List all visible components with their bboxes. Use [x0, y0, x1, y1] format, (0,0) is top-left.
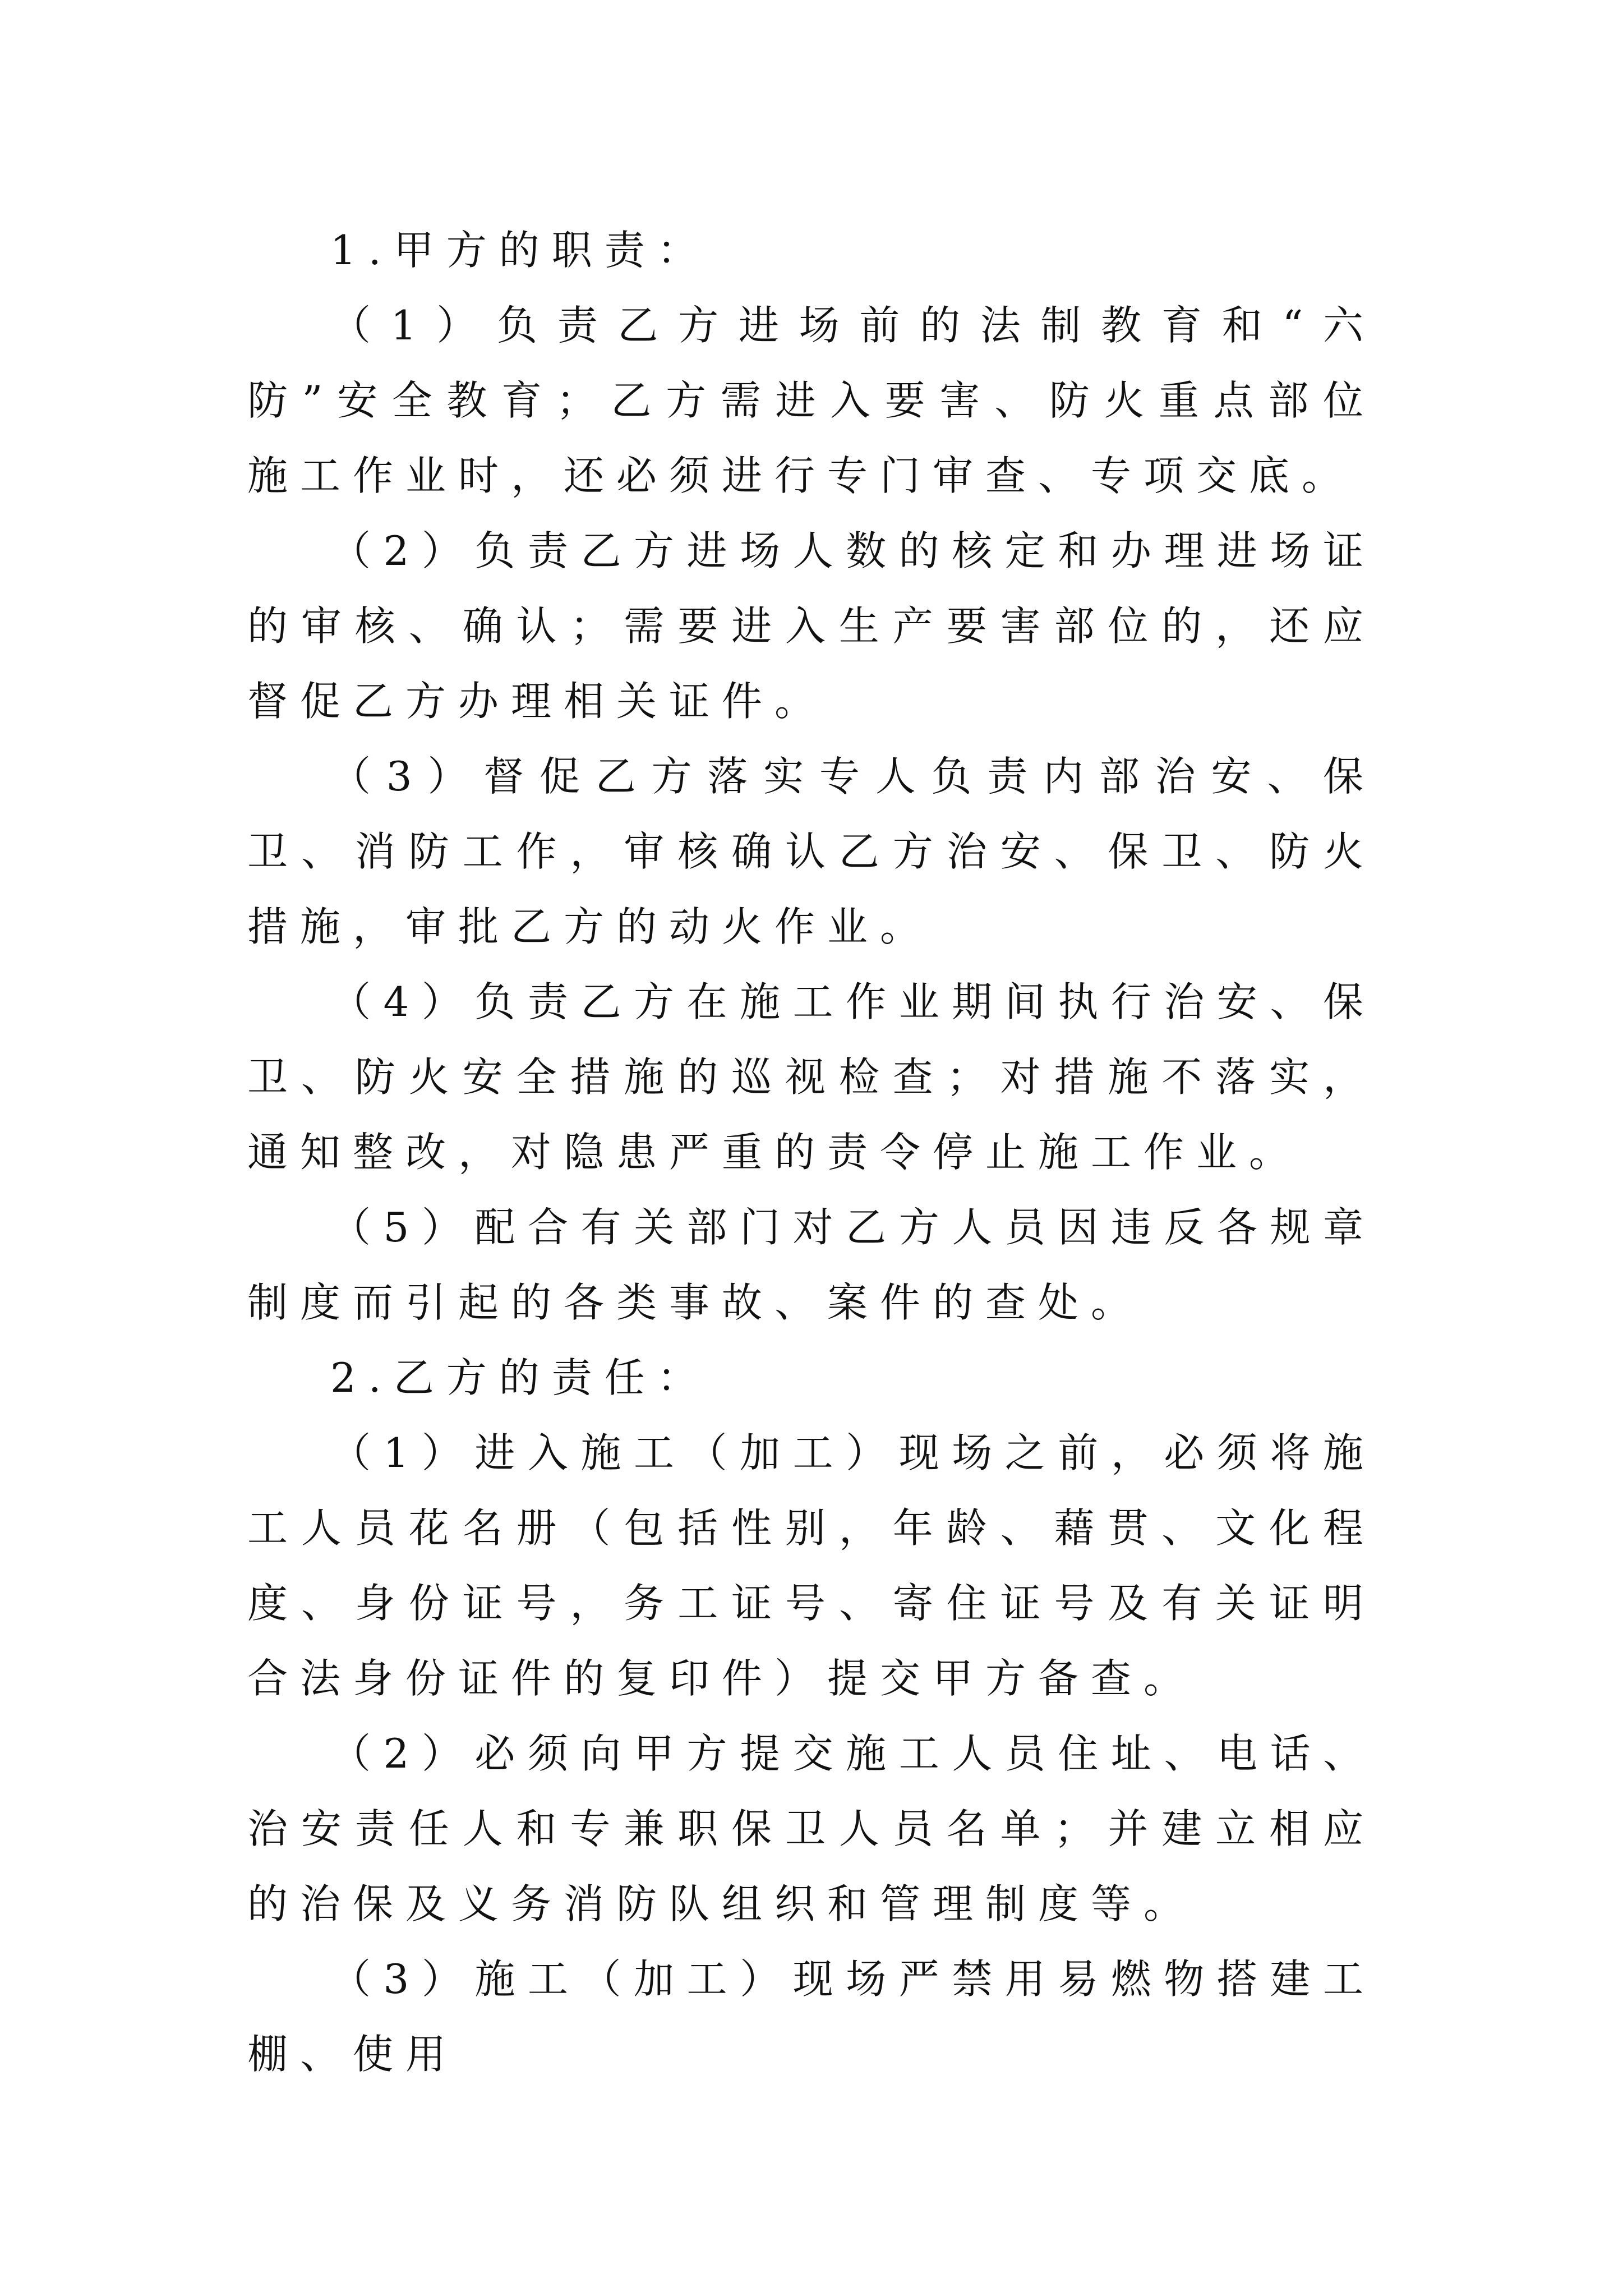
party-b-duty-3: （3）施工（加工）现场严禁用易燃物搭建工棚、使用: [247, 1955, 1376, 2078]
section-heading-party-b: 2.乙方的责任：: [330, 1354, 710, 1401]
party-a-duty-5: （5）配合有关部门对乙方人员因违反各规章制度而引起的各类事故、案件的查处。: [247, 1204, 1376, 1326]
party-a-duty-4: （4）负责乙方在施工作业期间执行治安、保卫、防火安全措施的巡视检查；对措施不落实，通知整改，对隐患严重的责令停止施工作业。: [247, 978, 1376, 1176]
party-a-duty-2: （2）负责乙方进场人数的核定和办理进场证的审核、确认；需要进入生产要害部位的，还应督促乙方办理相关证件。: [247, 527, 1376, 725]
document-body: [247, 213, 1376, 2092]
party-a-duty-1: （1）负责乙方进场前的法制教育和“六防”安全教育；乙方需进入要害、防火重点部位施工作业时，还必须进行专门审查、专项交底。: [247, 302, 1376, 499]
section-heading-party-a: 1.甲方的职责：: [330, 227, 710, 274]
party-a-duty-3: （3）督促乙方落实专人负责内部治安、保卫、消防工作，审核确认乙方治安、保卫、防火措施，审批乙方的动火作业。: [247, 753, 1376, 950]
party-b-duty-2: （2）必须向甲方提交施工人员住址、电话、治安责任人和专兼职保卫人员名单；并建立相应的治保及义务消防队组织和管理制度等。: [247, 1730, 1376, 1927]
party-b-duty-1: （1）进入施工（加工）现场之前，必须将施工人员花名册（包括性别，年龄、藉贯、文化程度、身份证号，务工证号、寄住证号及有关证明合法身份证件的复印件）提交甲方备查。: [247, 1429, 1376, 1702]
